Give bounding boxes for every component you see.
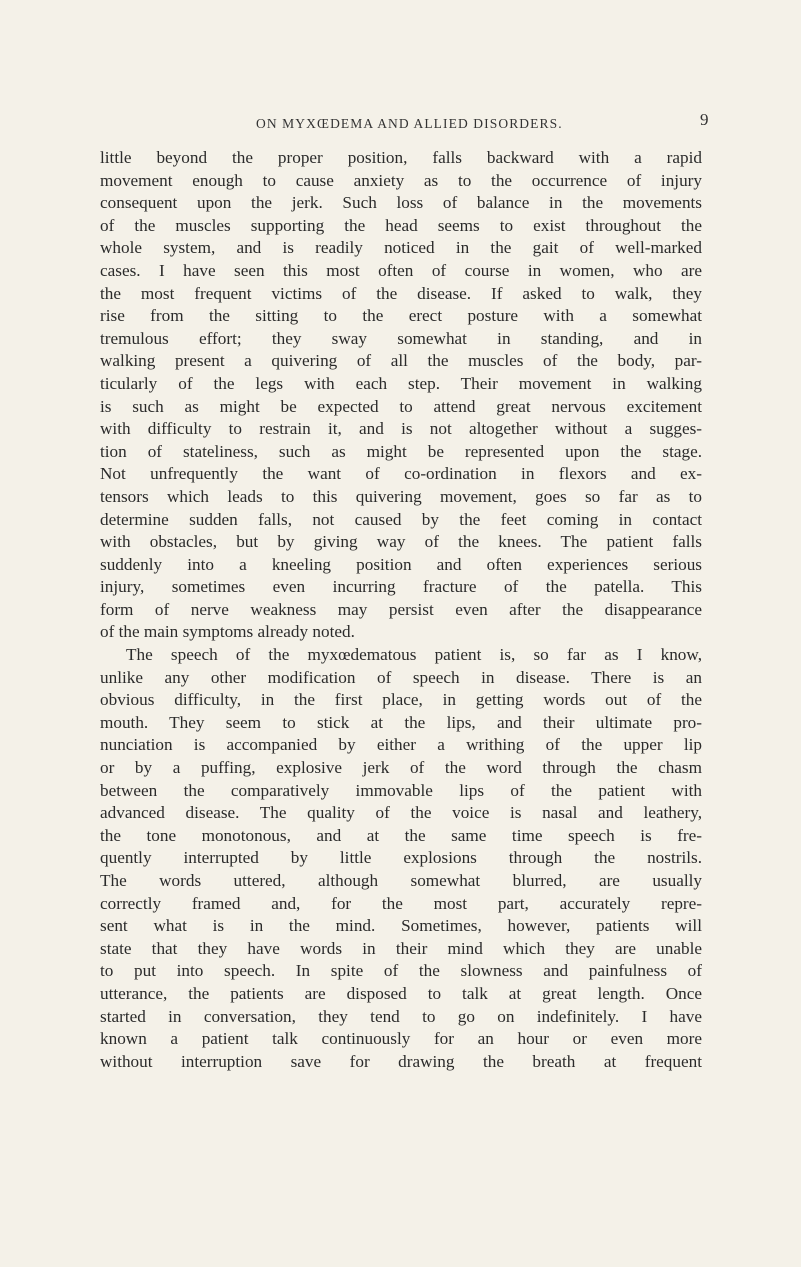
text-line: of the main symptoms already noted.	[100, 622, 355, 642]
text-line: with difficulty to restrain it, and is not altogether without a sugges-	[100, 419, 702, 439]
page-number: 9	[700, 110, 709, 129]
text-line: the tone monotonous, and at the same time speech is fre-	[100, 825, 702, 845]
text-line: tion of stateliness, such as might be represented upon the stage.	[100, 441, 702, 461]
text-line: state that they have words in their mind which they are unable	[100, 938, 702, 958]
text-line: without interruption save for drawing the breath at frequent	[100, 1051, 702, 1071]
text-line: suddenly into a kneeling position and often experiences serious	[100, 554, 702, 574]
text-line: with obstacles, but by giving way of the knees. The patient falls	[100, 532, 702, 552]
text-line: started in conversation, they tend to go on indefinitely. I have	[100, 1006, 702, 1026]
text-line: sent what is in the mind. Sometimes, however, patients will	[100, 916, 702, 936]
text-line: walking present a quivering of all the muscles of the body, par-	[100, 351, 702, 371]
text-line: unlike any other modification of speech in disease. There is an	[100, 667, 702, 687]
body-text	[100, 147, 702, 1073]
text-line: consequent upon the jerk. Such loss of balance in the movements	[100, 193, 702, 213]
text-line: little beyond the proper position, falls backward with a rapid	[100, 148, 702, 167]
text-line: rise from the sitting to the erect posture with a somewhat	[100, 306, 702, 326]
text-line: whole system, and is readily noticed in the gait of well-marked	[100, 238, 702, 258]
text-line: The words uttered, although somewhat blurred, are usually	[100, 871, 702, 890]
text-line: is such as might be expected to attend great nervous excitement	[100, 396, 702, 416]
text-line: Not unfrequently the want of co-ordination in flexors and ex-	[100, 464, 702, 484]
text-line: The speech of the myxœdematous patient is, so far as I know,	[126, 645, 702, 665]
text-line: tensors which leads to this quivering movement, goes so far as to	[100, 486, 702, 506]
text-line: the most frequent victims of the disease. If asked to walk, they	[100, 283, 702, 303]
text-line: correctly framed and, for the most part, accurately repre-	[100, 893, 702, 913]
text-line: mouth. They seem to stick at the lips, and their ultimate pro-	[100, 712, 702, 732]
text-line: tremulous effort; they sway somewhat in standing, and in	[100, 328, 702, 348]
text-line: determine sudden falls, not caused by the feet coming in contact	[100, 509, 702, 529]
text-line: utterance, the patients are disposed to talk at great length. Once	[100, 983, 702, 1003]
text-line: to put into speech. In spite of the slowness and painfulness of	[100, 961, 702, 981]
text-line: or by a puffing, explosive jerk of the word through the chasm	[100, 758, 702, 778]
text-line: quently interrupted by little explosions through the nostrils.	[100, 848, 702, 868]
text-line: form of nerve weakness may persist even after the disappearance	[100, 599, 702, 619]
text-line: obvious difficulty, in the first place, in getting words out of the	[100, 690, 702, 710]
text-line: injury, sometimes even incurring fracture of the patella. This	[100, 577, 702, 597]
text-line: nunciation is accompanied by either a writhing of the upper lip	[100, 735, 702, 755]
text-line: cases. I have seen this most often of course in women, who are	[100, 260, 702, 280]
text-line: ticularly of the legs with each step. Their movement in walking	[100, 373, 702, 393]
text-line: known a patient talk continuously for an hour or even more	[100, 1029, 702, 1049]
text-line: of the muscles supporting the head seems to exist throughout the	[100, 215, 702, 235]
text-line: movement enough to cause anxiety as to the occurrence of injury	[100, 170, 702, 190]
text-line: advanced disease. The quality of the voice is nasal and leathery,	[100, 803, 702, 823]
text-line: between the comparatively immovable lips of the patient with	[100, 780, 702, 800]
running-title: ON MYXŒDEMA AND ALLIED DISORDERS.	[256, 116, 563, 131]
